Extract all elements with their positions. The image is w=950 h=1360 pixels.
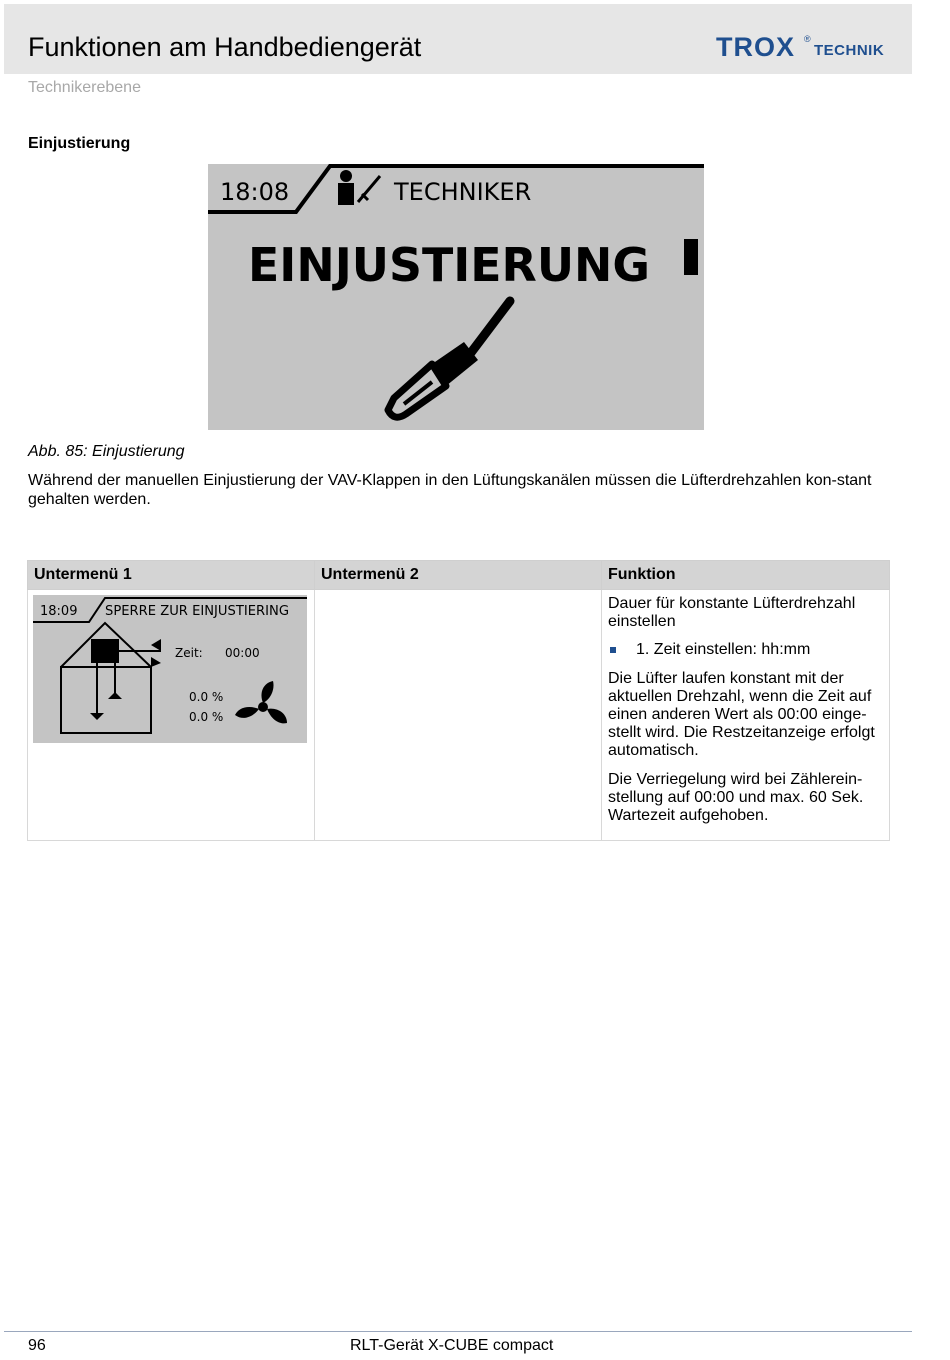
- page-title: Funktionen am Handbediengerät: [28, 32, 422, 62]
- cell-submenu-2: [315, 590, 602, 841]
- trox-logo: [716, 32, 891, 62]
- header-submenu-1: Untermenü 1: [28, 561, 315, 590]
- display-title: EINJUSTIERUNG: [248, 238, 650, 292]
- submenu-display: [33, 595, 307, 743]
- cell-function: [602, 590, 890, 841]
- function-intro: Dauer für konstante Lüfterdrehzahl einstellen: [608, 595, 856, 631]
- sperre-display-figure: [33, 595, 307, 743]
- header-submenu-2: Untermenü 2: [315, 561, 602, 590]
- cell-submenu-1: [28, 590, 315, 841]
- function-bullet: [608, 641, 883, 659]
- footer-divider: [4, 1331, 912, 1332]
- figure-caption: Abb. 85: Einjustierung: [28, 443, 185, 460]
- header-function: Funktion: [602, 561, 890, 590]
- logo-brand: TROX: [716, 32, 796, 62]
- display-cursor: [684, 239, 698, 275]
- value-1: 0.0 %: [189, 690, 224, 704]
- display-mode: TECHNIKER: [394, 178, 532, 206]
- einjustierung-display-figure: [208, 164, 704, 430]
- display-time: 18:08: [220, 178, 290, 206]
- table-row: [28, 590, 890, 841]
- page-number: 96: [28, 1337, 46, 1354]
- submenu-time: 18:09: [40, 604, 78, 619]
- table-header-row: [28, 561, 890, 590]
- page-subtitle: Technikerebene: [28, 79, 141, 96]
- device-display: [208, 164, 704, 430]
- value-2: 0.0 %: [189, 710, 224, 724]
- bullet-square-icon: [610, 647, 616, 653]
- description-paragraph: Während der manuellen Einjustierung der VAV-Klappen in den Lüftungskanälen müssen die Lüfterdrehzahlen kon-stant gehalten werden.: [28, 472, 872, 508]
- submenu-title: SPERRE ZUR EINJUSTIERING: [105, 604, 289, 619]
- function-paragraph-2: Die Verriegelung wird bei Zählerein-stellung auf 00:00 und max. 60 Sek. Wartezeit aufgehoben.: [608, 770, 864, 825]
- logo-registered: ®: [804, 34, 811, 44]
- document-name: RLT-Gerät X-CUBE compact: [350, 1337, 554, 1354]
- function-table: [27, 560, 890, 841]
- zeit-value: 00:00: [225, 646, 260, 660]
- function-paragraph-1: Die Lüfter laufen konstant mit der aktuellen Drehzahl, wenn die Zeit auf einen anderen Wert als 00:00 einge-stellt wird. Die Restzeitanzeige erfolgt automatisch.: [608, 669, 875, 760]
- function-bullet-text: 1. Zeit einstellen: hh:mm: [636, 641, 811, 659]
- page-header: [4, 4, 912, 74]
- logo-suffix: TECHNIK: [814, 42, 885, 59]
- zeit-label: Zeit:: [175, 646, 203, 660]
- section-heading: Einjustierung: [28, 135, 131, 152]
